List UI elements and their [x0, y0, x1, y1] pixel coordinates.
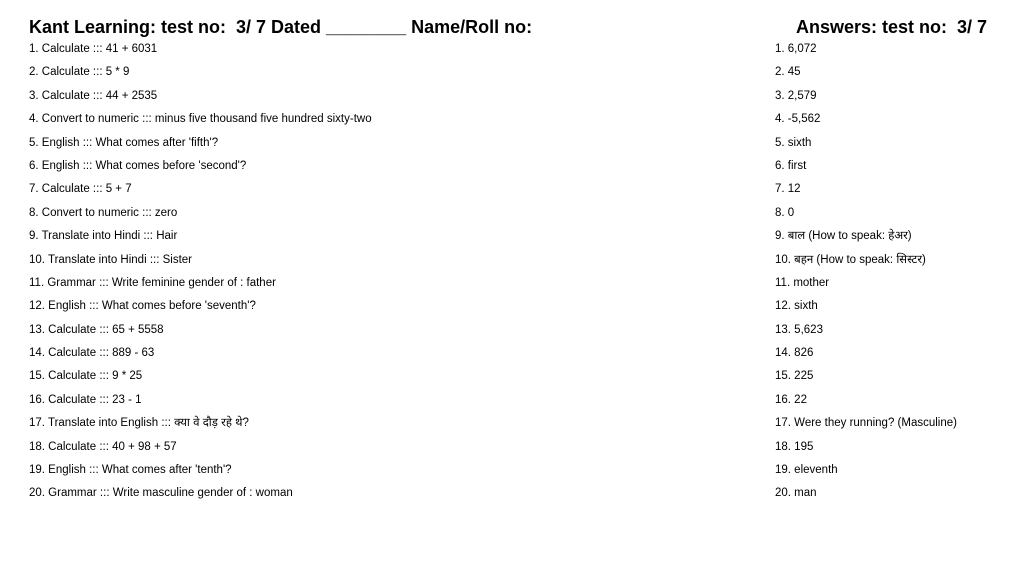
answer-item: 2. 45 [775, 66, 801, 79]
answer-item: 15. 225 [775, 370, 814, 383]
answer-item: 16. 22 [775, 393, 807, 406]
question-item: 8. Convert to numeric ::: zero [29, 206, 178, 219]
question-item: 15. Calculate ::: 9 * 25 [29, 370, 143, 383]
answer-item: 19. eleventh [775, 464, 838, 477]
question-item: 2. Calculate ::: 5 * 9 [29, 66, 130, 79]
answer-item: 13. 5,623 [775, 323, 823, 336]
answer-item: 8. 0 [775, 206, 795, 219]
answer-list [775, 38, 1015, 506]
question-item: 16. Calculate ::: 23 - 1 [29, 393, 142, 406]
answer-item: 10. बहन (How to speak: सिस्टर) [775, 253, 926, 266]
answer-item: 11. mother [775, 276, 830, 289]
question-item: 18. Calculate ::: 40 + 98 + 57 [29, 440, 177, 453]
answer-item: 5. sixth [775, 136, 812, 149]
answer-item: 9. बाल (How to speak: हेअर) [775, 230, 912, 243]
question-item: 20. Grammar ::: Write masculine gender of : woman [29, 487, 293, 500]
answer-item: 7. 12 [775, 183, 801, 196]
question-item: 17. Translate into English ::: क्या वे दौड़ रहे थे? [29, 417, 249, 430]
question-item: 5. English ::: What comes after 'fifth'? [29, 136, 219, 149]
question-item: 14. Calculate ::: 889 - 63 [29, 347, 155, 360]
question-item: 6. English ::: What comes before 'second'? [29, 159, 247, 172]
answer-item: 14. 826 [775, 347, 814, 360]
question-item: 9. Translate into Hindi ::: Hair [29, 230, 178, 243]
answer-item: 6. first [775, 159, 807, 172]
question-item: 1. Calculate ::: 41 + 6031 [29, 43, 158, 55]
answer-item: 3. 2,579 [775, 89, 817, 102]
question-item: 11. Grammar ::: Write feminine gender of : father [29, 276, 276, 289]
question-item: 12. English ::: What comes before 'seventh'? [29, 300, 256, 313]
question-item: 3. Calculate ::: 44 + 2535 [29, 89, 158, 102]
answer-item: 4. -5,562 [775, 113, 821, 126]
answer-item: 18. 195 [775, 440, 814, 453]
question-item: 7. Calculate ::: 5 + 7 [29, 183, 132, 196]
answer-item: 17. Were they running? (Masculine) [775, 417, 957, 430]
question-item: 19. English ::: What comes after 'tenth'? [29, 464, 232, 477]
answers-title: Answers: test no: 3/ 7 [796, 17, 988, 37]
question-item: 10. Translate into Hindi ::: Sister [29, 253, 192, 266]
question-list [29, 38, 729, 506]
question-item: 4. Convert to numeric ::: minus five thousand five hundred sixty-two [29, 113, 372, 126]
answer-item: 1. 6,072 [775, 43, 817, 55]
question-item: 13. Calculate ::: 65 + 5558 [29, 323, 164, 336]
answer-item: 20. man [775, 487, 817, 500]
test-title: Kant Learning: test no: 3/ 7 Dated ________ Name/Roll no: [29, 17, 533, 37]
answer-item: 12. sixth [775, 300, 818, 313]
